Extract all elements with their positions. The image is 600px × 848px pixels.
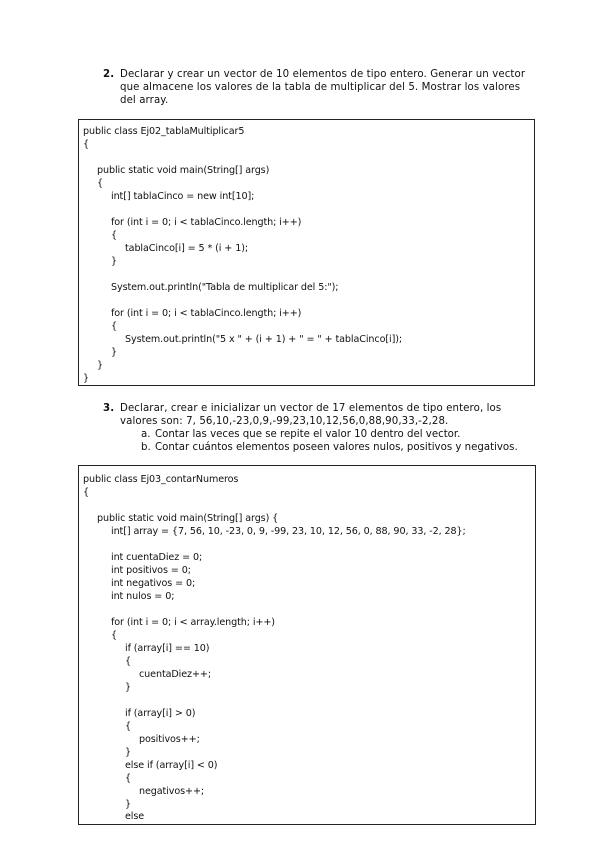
code-line: { xyxy=(125,656,132,667)
code-line: negativos++; xyxy=(139,786,205,797)
code-line: } xyxy=(125,799,132,810)
code-line: { xyxy=(125,721,132,732)
code-line: int positivos = 0; xyxy=(111,565,191,576)
code-line: } xyxy=(83,373,90,384)
code-line: { xyxy=(83,487,90,498)
code-line: int negativos = 0; xyxy=(111,578,196,589)
task-2-text xyxy=(120,68,526,107)
code-block-ej02 xyxy=(78,119,535,386)
code-line: if (array[i] > 0) xyxy=(125,708,196,719)
subitem-letter: b. xyxy=(141,442,151,453)
task-3-line: valores son: 7, 56,10,-23,0,9,-99,23,10,12,56,0,88,90,33,-2,28. xyxy=(120,416,449,427)
code-line: else if (array[i] < 0) xyxy=(125,760,218,771)
task-3-line: Declarar, crear e inicializar un vector de 17 elementos de tipo entero, los xyxy=(120,403,502,414)
code-line: } xyxy=(125,747,132,758)
task-2-line: del array. xyxy=(120,95,169,106)
code-line: int nulos = 0; xyxy=(111,591,175,602)
code-line: for (int i = 0; i < tablaCinco.length; i++) xyxy=(111,217,302,228)
code-line: { xyxy=(97,178,104,189)
task-2-line: Declarar y crear un vector de 10 elementos de tipo entero. Generar un vector xyxy=(120,69,526,80)
code-line: { xyxy=(83,139,90,150)
code-line: } xyxy=(111,347,118,358)
code-line: public static void main(String[] args) { xyxy=(97,513,279,524)
code-line: System.out.println("Tabla de multiplicar del 5:"); xyxy=(111,282,339,293)
code-line: int[] tablaCinco = new int[10]; xyxy=(111,191,255,202)
task-2-line: que almacene los valores de la tabla de multiplicar del 5. Mostrar los valores xyxy=(120,82,521,93)
code-line: cuentaDiez++; xyxy=(139,669,211,680)
code-line: tablaCinco[i] = 5 * (i + 1); xyxy=(125,243,248,254)
code-line: { xyxy=(125,773,132,784)
code-line: { xyxy=(111,321,118,332)
code-line: if (array[i] == 10) xyxy=(125,643,210,654)
code-line: for (int i = 0; i < tablaCinco.length; i++) xyxy=(111,308,302,319)
code-line: int cuentaDiez = 0; xyxy=(111,552,203,563)
code-line: } xyxy=(125,682,132,693)
code-line: public class Ej03_contarNumeros xyxy=(83,474,239,485)
code-line: public class Ej02_tablaMultiplicar5 xyxy=(83,126,245,137)
code-line: { xyxy=(111,630,118,641)
code-line: { xyxy=(111,230,118,241)
code-line: for (int i = 0; i < array.length; i++) xyxy=(111,617,275,628)
task-2-number: 2. xyxy=(103,69,115,80)
code-line: } xyxy=(111,256,118,267)
code-line: int[] array = {7, 56, 10, -23, 0, 9, -99, 23, 10, 12, 56, 0, 88, 90, 33, -2, 28}; xyxy=(111,526,466,537)
code-line: positivos++; xyxy=(139,734,200,745)
subitem-letter: a. xyxy=(141,429,151,440)
code-line: public static void main(String[] args) xyxy=(97,165,270,176)
code-block-ej03 xyxy=(78,465,536,825)
code-line: System.out.println("5 x " + (i + 1) + " = " + tablaCinco[i]); xyxy=(125,334,402,345)
subitem-text: Contar las veces que se repite el valor 10 dentro del vector. xyxy=(155,429,461,440)
task-3-text xyxy=(120,402,515,428)
code-line: else xyxy=(125,811,145,822)
code-line: } xyxy=(97,360,104,371)
subitem-text: Contar cuántos elementos poseen valores nulos, positivos y negativos. xyxy=(155,442,518,453)
task-3-number: 3. xyxy=(103,403,115,414)
